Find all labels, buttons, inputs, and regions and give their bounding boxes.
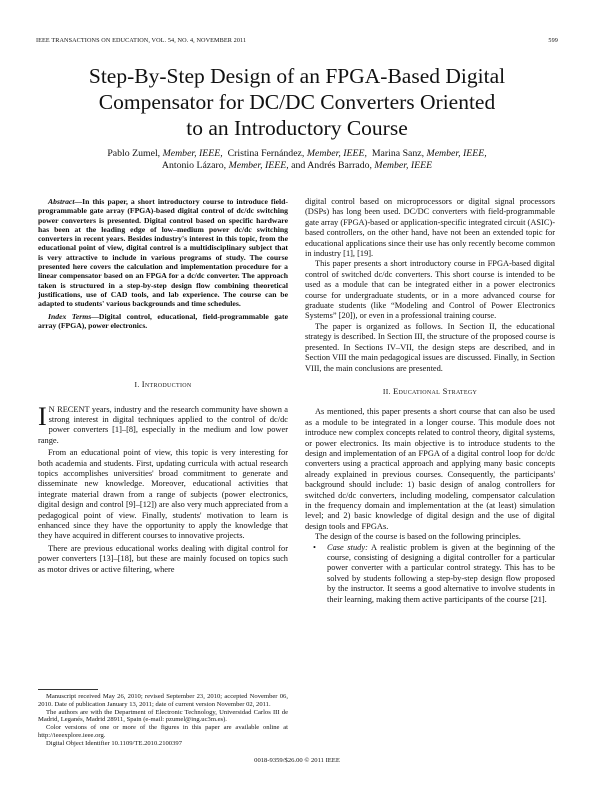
- strategy-paragraph-1: As mentioned, this paper presents a short course that can also be used as a module to be integrated in a longer course. This module does not introduce new complex concepts related to control theory, digital systems, or power electronics. Its main objective is to introduce students to the design and implementation of an FPGA of a digital control loop for dc/dc converters using a practical approach and applying many basic concepts already explained in previous courses. Consequently, the participants' background should include: 1) basic design of analog controllers for switched dc/dc converters, including modeling, compensator calculation in the frequency domain and implementation at the (at least) simulation level; and 2) basic knowledge of digital design and the use of digital design tools and FPGAs.: [305, 407, 555, 531]
- author-name: Cristina Fernández,: [227, 148, 305, 159]
- index-terms: [38, 312, 288, 331]
- intro-paragraph-1: [38, 401, 288, 447]
- author-conjunction: and: [291, 160, 306, 172]
- abstract-label: Abstract—: [48, 197, 83, 206]
- abstract: [38, 197, 288, 309]
- left-column: [38, 197, 288, 575]
- drop-cap: I: [38, 401, 47, 431]
- author-line-2: [40, 160, 554, 172]
- bullet-text: A realistic problem is given at the beginning of the course, consisting of designing a digital controller for a particular power converter with a particular control strategy. This has to be solved by students following a step-by-step design flow proposed by the instructor. It seems a good alternative to involve students in their learning, making them active participants of the course [21].: [327, 542, 555, 604]
- paper-title: [40, 63, 554, 141]
- author-name: Antonio Lázaro,: [161, 160, 227, 172]
- section-title: Educational Strategy: [392, 385, 478, 396]
- right-paragraph-3: The paper is organized as follows. In Section II, the educational strategy is described. In Section III, the structure of the proposed course is presented. In Sections IV–VII, the design steps are described, and in Section VIII the main pedagogical issues are discussed. Finally, in Section VIII, the main conclusions are presented.: [305, 321, 555, 373]
- intro-paragraph-3: There are previous educational works dealing with digital control for power converters [13]–[18], but these are mainly focused on topics such as motor drives or active filtering, where: [38, 543, 288, 574]
- bullet-case-study: [305, 543, 555, 605]
- author-name: Pablo Zumel,: [107, 148, 161, 159]
- title-line-1: Step-By-Step Design of an FPGA-Based Digital: [88, 64, 506, 88]
- bullet-mark: •: [313, 542, 316, 552]
- footnote-doi: Digital Object Identifier 10.1109/TE.2010.2100397: [46, 739, 182, 747]
- footnotes: [38, 689, 288, 748]
- footnote-affiliation: The authors are with the Department of Electronic Technology, Universidad Carlos III de Madrid, Leganés, Madrid 28911, Spain (e-mail: pzumel@ing.uc3m.es).: [38, 708, 288, 724]
- intro-paragraph-1-text: N RECENT years, industry and the research community have shown a strong interest in digital techniques applied to the control of dc/dc power converters [1]–[8], especially in the medium and low power range.: [38, 404, 288, 445]
- section-heading-educational-strategy: [305, 386, 555, 397]
- section-heading-introduction: [38, 379, 288, 390]
- bullet-label: Case study:: [327, 542, 368, 552]
- author-membership: Member, IEEE: [374, 160, 433, 172]
- author-name: Andrés Barrado,: [307, 160, 372, 172]
- section-title: Introduction: [141, 379, 192, 390]
- running-head: [36, 37, 558, 47]
- footnote-color-versions: Color versions of one or more of the figures in this paper are available online at http://ieeexplore.ieee.org.: [38, 724, 288, 739]
- right-paragraph-1: digital control based on microprocessors or digital signal processors (DSPs) has long been used. DC/DC converters with field-programmable gate array (FPGA)-based or application-specific integrated circuit (ASIC)-based controllers, on the other hand, have not been an extended topic for educational applications since their use has only recently become common in industry [1], [19].: [305, 197, 556, 259]
- section-numeral: II.: [382, 386, 391, 396]
- section-numeral: I.: [134, 380, 140, 390]
- strategy-paragraph-2: The design of the course is based on the following principles.: [315, 532, 521, 542]
- author-name: Marina Sanz,: [371, 148, 425, 159]
- footnote-rule: [38, 689, 98, 690]
- author-membership: Member, IEEE,: [162, 148, 223, 159]
- author-membership: Member, IEEE,: [306, 148, 367, 159]
- author-line-1: [40, 148, 554, 160]
- right-column: [305, 197, 555, 605]
- author-membership: Member, IEEE,: [228, 160, 289, 172]
- author-membership: Member, IEEE,: [426, 148, 487, 159]
- index-terms-text: Digital control, educational, field-programmable gate array (FPGA), power electronics.: [38, 311, 288, 330]
- intro-paragraph-2: From an educational point of view, this topic is very interesting for both academia and students. First, updating curricula with actual research topics accomplishes universities' broad commitment to generate and disseminate new knowledge. Moreover, educational activities that integrate material drawn from a range of subjects (power electronics, digital design and control [9]–[12]) are also very much appreciated from a pedagogical point of view. Finally, students' motivation to learn is enhanced since they have the opportunity to apply the knowledge that they have acquired in different courses to innovative projects.: [38, 448, 288, 541]
- index-terms-label: Index Terms—: [48, 311, 99, 321]
- title-line-2: Compensator for DC/DC Converters Oriented: [98, 90, 496, 114]
- title-line-3: to an Introductory Course: [186, 116, 408, 140]
- page-number: 599: [548, 37, 558, 44]
- journal-running-title: IEEE TRANSACTIONS ON EDUCATION, VOL. 54, NO. 4, NOVEMBER 2011: [36, 37, 247, 44]
- right-paragraph-2: This paper presents a short introductory course in FPGA-based digital control of switched dc/dc converters. This short course is intended to be used as a module that can be integrated either in a power electronics course for undergraduate students, or in a more advanced course for graduate students (like “Modeling and Control of Power Electronics Systems” [20]), or even in a professional training course.: [305, 259, 555, 321]
- author-list: [40, 148, 554, 172]
- footnote-manuscript-dates: Manuscript received May 26, 2010; revised September 23, 2010; accepted November 06, 2010. Date of publication January 13, 2011; date of current version November 02, 2011.: [38, 693, 288, 708]
- copyright-footer: 0018-9359/$26.00 © 2011 IEEE: [254, 757, 340, 764]
- abstract-text: In this paper, a short introductory course to introduce field-programmable gate array (FPGA)-based digital control of dc/dc switching power converters is presented. Digital control based on specific hardware has been at the leading edge of low–medium power dc/dc switching converters in recent years. Besides industry's interest in this topic, from the educational point of view, digital control is a multidisciplinary subject that is very attractive to include in various programs of study. The course presented here covers the calculation and implementation procedure for a linear compensator based on an FPGA for a dc/dc converter. The approach taken is structured in a step-by-step design flow combining theoretical justifications, use of CAD tools, and lab experience. The course can be adapted to students' various backgrounds and time schedules.: [38, 197, 288, 309]
